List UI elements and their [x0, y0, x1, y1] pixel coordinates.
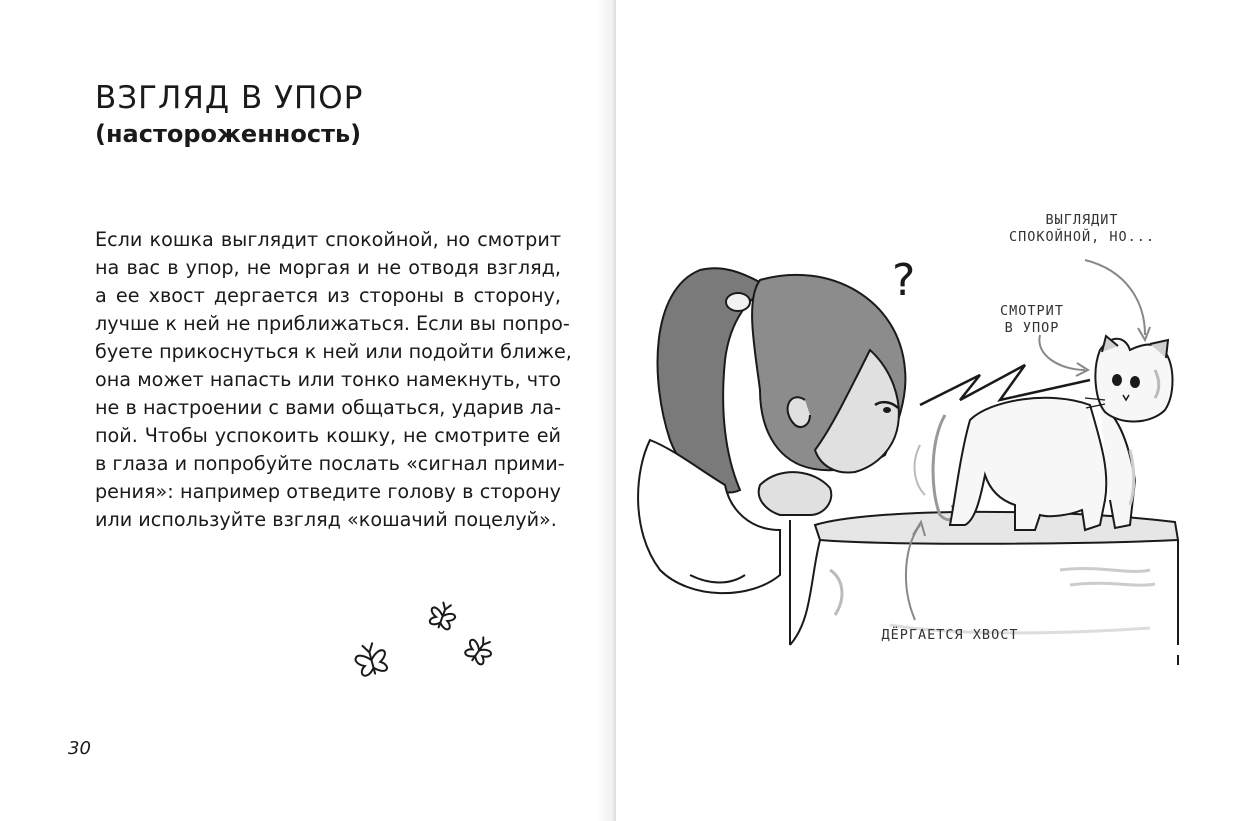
annotation-stare — [972, 303, 1092, 337]
annotation-calm — [1002, 212, 1162, 246]
page-number: 30 — [68, 738, 91, 759]
page-subtitle: (настороженность) — [95, 120, 362, 148]
girl-and-cat-illustration — [630, 240, 1190, 680]
annotation-stare-line1: СМОТРИТ — [1000, 303, 1064, 319]
body-paragraph — [95, 226, 572, 534]
body-line: Если кошка выглядит спокойной, но смотрит — [95, 228, 561, 251]
body-line: не в настроении с вами общаться, ударив ла- — [95, 396, 561, 419]
body-line: рения»: например отведите голову в сторону — [95, 480, 561, 503]
page-title: ВЗГЛЯД В УПОР — [95, 80, 364, 116]
body-line: или используйте взгляд «кошачий поцелуй». — [95, 508, 557, 531]
butterflies-icon — [350, 600, 510, 695]
annotation-calm-line2: СПОКОЙНОЙ, НО... — [1008, 229, 1156, 245]
annotation-stare-line2: В УПОР — [1004, 320, 1060, 336]
annotation-calm-line1: ВЫГЛЯДИТ — [1045, 212, 1119, 228]
annotation-tail: ДЁРГАЕТСЯ ХВОСТ — [881, 627, 1019, 643]
body-line: она может напасть или тонко намекнуть, что — [95, 368, 561, 391]
body-line: в глаза и попробуйте послать «сигнал прими- — [95, 452, 565, 475]
body-line: а ее хвост дергается из стороны в сторону, — [95, 284, 561, 307]
body-line: лучше к ней не приближаться. Если вы попро- — [95, 312, 570, 335]
question-mark: ? — [892, 255, 916, 306]
body-line: на вас в упор, не моргая и не отводя взгляд, — [95, 256, 561, 279]
left-page — [0, 0, 612, 821]
body-line: пой. Чтобы успокоить кошку, не смотрите ей — [95, 424, 561, 447]
body-line: буете прикоснуться к ней или подойти ближе, — [95, 340, 572, 363]
